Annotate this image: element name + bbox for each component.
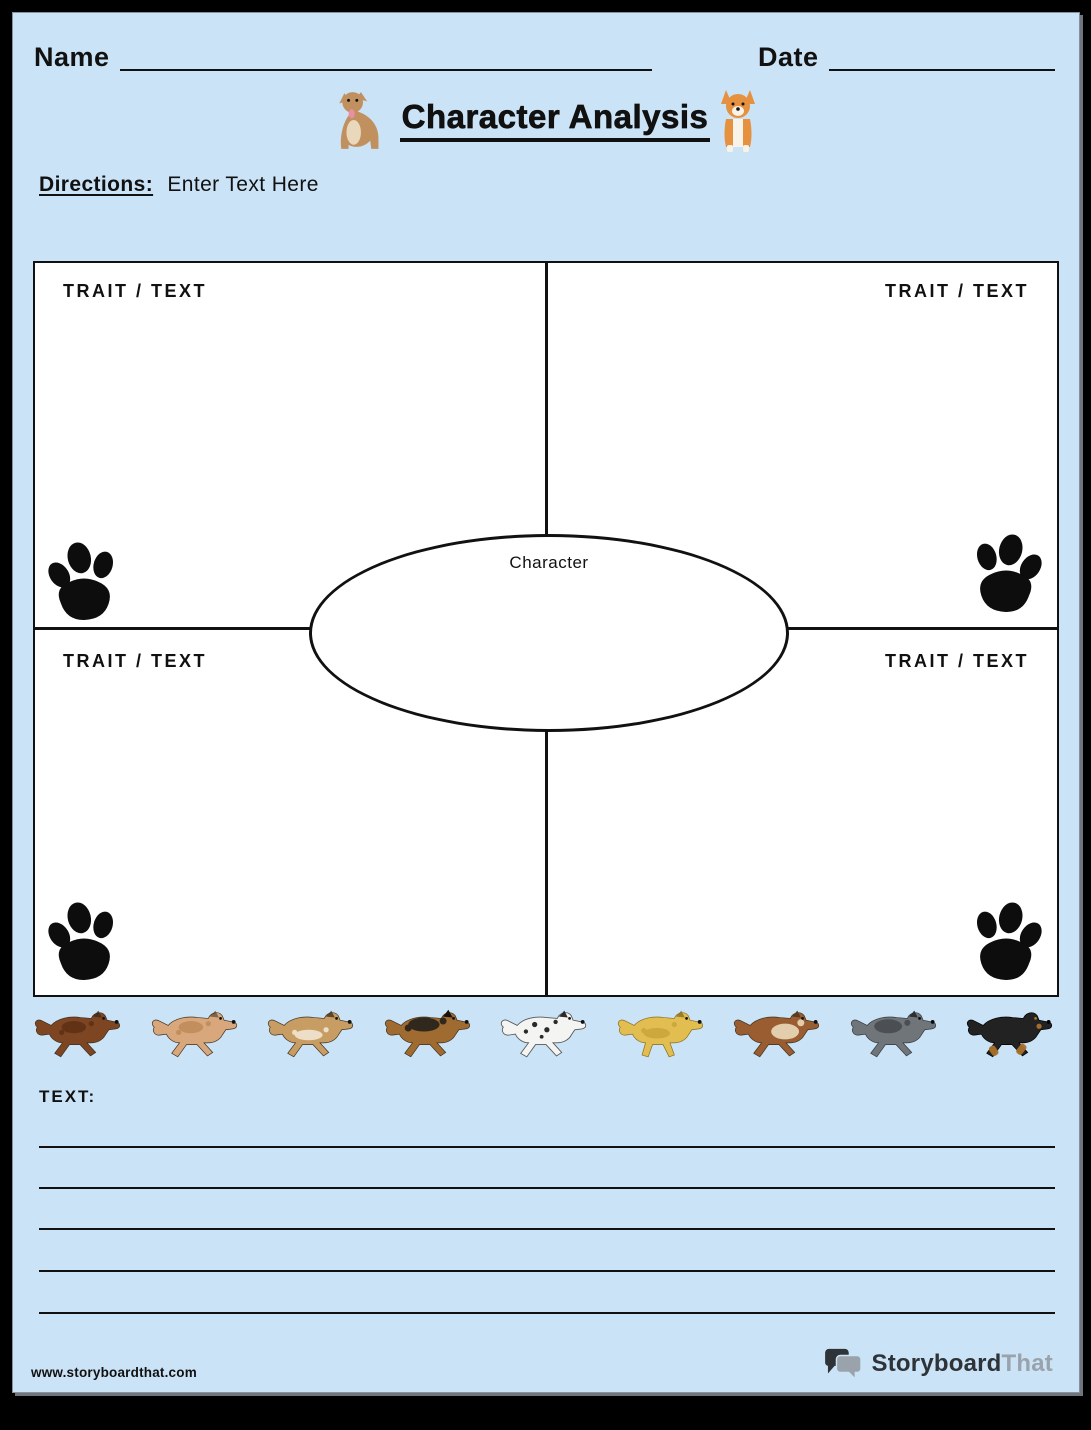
dog-tongue xyxy=(348,109,354,118)
writing-line[interactable] xyxy=(39,1146,1055,1148)
rottweiler-icon xyxy=(964,1008,1060,1062)
writing-line[interactable] xyxy=(39,1270,1055,1272)
footer-url: www.storyboardthat.com xyxy=(31,1365,197,1380)
paw-print-icon xyxy=(953,896,1055,989)
title-row xyxy=(13,77,1079,165)
date-field xyxy=(758,39,1055,71)
speech-bubbles-icon xyxy=(823,1347,865,1381)
golden-retriever-icon xyxy=(615,1008,711,1062)
name-field xyxy=(34,39,652,71)
date-label: Date xyxy=(758,42,819,72)
trait-label-bottom-left[interactable]: TRAIT / TEXT xyxy=(63,651,207,671)
character-ellipse[interactable] xyxy=(309,534,789,732)
dog-dachshund xyxy=(29,1005,131,1065)
paw-print-icon xyxy=(35,896,137,989)
directions xyxy=(39,173,319,197)
text-section-label[interactable]: TEXT: xyxy=(39,1087,97,1106)
dog-golden-retriever xyxy=(612,1005,714,1065)
writing-line[interactable] xyxy=(39,1312,1055,1314)
trait-label-top-left[interactable]: TRAIT / TEXT xyxy=(63,281,207,301)
bulldog-icon xyxy=(731,1008,827,1062)
storyboardthat-logo xyxy=(823,1347,1053,1381)
trait-label-top-right[interactable]: TRAIT / TEXT xyxy=(885,281,1029,301)
dog-tan-puppy xyxy=(146,1005,248,1065)
dog-dalmatian xyxy=(495,1005,597,1065)
logo-text-that: That xyxy=(1001,1350,1053,1377)
dog-rottweiler xyxy=(961,1005,1063,1065)
paw-print-icon xyxy=(35,536,137,629)
trait-label-bottom-right[interactable]: TRAIT / TEXT xyxy=(885,651,1029,671)
directions-text[interactable]: Enter Text Here xyxy=(167,173,319,196)
name-input-line[interactable] xyxy=(120,39,652,71)
name-label: Name xyxy=(34,42,110,72)
beagle-icon xyxy=(265,1008,361,1062)
dog-bulldog xyxy=(728,1005,830,1065)
dog-border-row xyxy=(29,999,1063,1071)
dog-german-shepherd xyxy=(379,1005,481,1065)
dog-beagle xyxy=(262,1005,364,1065)
tan-puppy-icon xyxy=(149,1008,245,1062)
worksheet-page xyxy=(12,12,1080,1393)
sitting-dog-icon xyxy=(336,89,390,153)
writing-line[interactable] xyxy=(39,1187,1055,1189)
date-input-line[interactable] xyxy=(829,39,1055,71)
logo-text xyxy=(872,1350,1053,1378)
quadrant-box xyxy=(33,261,1059,997)
corgi-icon xyxy=(720,88,756,154)
dog-schnauzer xyxy=(845,1005,947,1065)
logo-text-storyboard: Storyboard xyxy=(871,1350,1002,1377)
page-title[interactable]: Character Analysis xyxy=(400,99,711,142)
dalmatian-icon xyxy=(498,1008,594,1062)
directions-label: Directions: xyxy=(39,173,154,196)
german-shepherd-icon xyxy=(382,1008,478,1062)
paw-print-icon xyxy=(953,528,1055,621)
writing-line[interactable] xyxy=(39,1228,1055,1230)
schnauzer-icon xyxy=(848,1008,944,1062)
dachshund-icon xyxy=(32,1008,128,1062)
character-label[interactable]: Character xyxy=(509,553,589,572)
